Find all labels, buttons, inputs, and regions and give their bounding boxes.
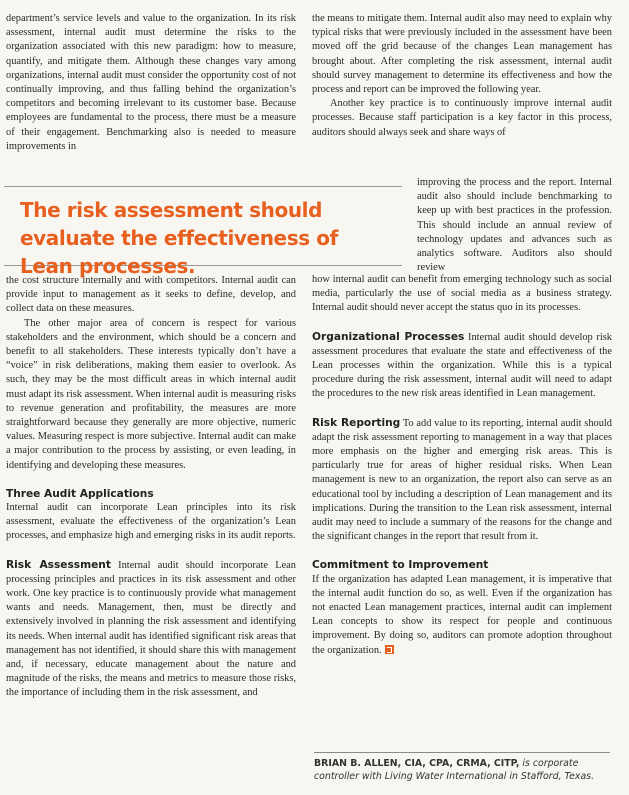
body-paragraph [312,330,612,402]
section-heading: Three Audit Applications [6,487,154,500]
body-paragraph [312,416,612,545]
body-paragraph: improving the process and the report. Internal audit also should include benchmarking to keep up with best practices in the profession. This should include an annual review of technology updates and advances such as analytics software. Auditors also should review [417,177,612,274]
body-paragraph: Internal audit can incorporate Lean principles into its risk assessment, evaluate the effectiveness of the organization’s Lean processes, and emphasize high and emerging risks in its audit reports. [6,502,296,542]
section-heading: Commitment to Improvement [312,559,489,572]
body-paragraph: Another key practice is to continuously improve internal audit processes. Because staff participation is a key factor in this process, auditors should always seek and share ways of [312,98,612,138]
body-paragraph: the cost structure internally and with competitors. Internal audit can provide input to management as it seeks to define, develop, and collect data on these measures. [6,275,296,315]
column-2-wrap [417,176,612,275]
paragraph-text: Internal audit should incorporate Lean processing principles and practices in its risk assessment and other work. One key practice is to continuously provide what management wants and needs. Management, then, must be directly and extensively involved in planning the risk assessment and identifying its needs. When internal audit has identified significant risk areas that management has not identified, it should share this with management and, if necessary, educate management about the nature and magnitude of the risks, the means and metrics to measure those risks, the importance of including them in the risk assessment, and [6,559,296,699]
author-name: BRIAN B. ALLEN, CIA, CPA, CRMA, CITP, [314,758,520,769]
body-paragraph: The other major area of concern is respect for various stakeholders and the environment, which should be a concern and benefit to all stakeholders. These interests typically don’t have a “voice” in risk deliberations, making them easier to overlook. As such, they may be the most difficult areas in which internal audit must adapt its risk assessment. When internal audit is measuring risks to revenue generation and profitability, the measures are more straightforward because they generally are more objective, numeric values. Measuring respect is more subjective. Internal audit can make a major contribution to the process by assisting, or even leading, in identifying and developing these measures. [6,317,296,471]
column-1-top [6,12,296,154]
paragraph-text: To add value to its reporting, internal audit should adapt the risk assessment reporting to management in a way that places more emphasis on the higher and emerging risk areas. This is particularly true for areas of higher residual risks. When Lean management is new to an organization, the report also can serve as an educational tool by including a description of Lean management and its implications. During the transition to the Lean risk assessment, internal audit may need to include a summary of the reasons for the change and the significant changes in the report that result from it. [312,417,612,543]
paragraph-text: If the organization has adapted Lean management, it is imperative that the internal audit function do so, as well. Even if the organization has not enacted Lean management practices, internal audit can implement Lean concepts to show its respect for people and continuous improvement. By doing so, auditors can promote adoption throughout the organization. [312,573,612,656]
body-paragraph [6,558,296,701]
run-in-heading: Organizational Processes [312,330,465,343]
author-description: is corporate controller with Living Water International in Stafford, Texas. [314,758,595,782]
body-paragraph [312,573,612,658]
run-in-heading: Risk Reporting [312,416,401,429]
body-paragraph: the means to mitigate them. Internal audit also may need to explain why typical risks that were previously included in the assessment have been moved off the grid because of the changes Lean management has brought about. After completing the risk assessment, internal audit should survey management to determine its effectiveness and how the process and report can be improved the following year. [312,13,612,96]
column-2-top [312,12,612,140]
pull-quote: The risk assessment should evaluate the effectiveness of Lean processes. [20,198,338,278]
end-mark-icon [385,645,394,654]
column-2-bottom [312,273,612,658]
body-paragraph: how internal audit can benefit from emerging technology such as social media, particularly the use of social media as a business strategy. Internal audit should never accept the status quo in its processes. [312,274,612,314]
author-divider [314,752,610,753]
column-1-bottom [6,274,296,701]
author-bio [314,757,610,783]
body-paragraph: department’s service levels and value to the organization. In its risk assessment, internal audit must determine the risks to the organization associated with this new paradigm: how to measure, quantify, and mitigate them. Although these changes vary among organizations, internal audit must consider the opportunity cost of not continually improving, and thus falling behind the organization’s competitors and becoming irrelevant to its customer base. Because employees are fundamental to the process, there must be a measure of their engagement. Benchmarking also is needed to measure improvements in [6,13,296,152]
paragraph-text: Internal audit should develop risk assessment procedures that evaluate the state and effectiveness of the Lean processes within the organization. While this is a typical procedure during the risk assessment, internal audit will need to adapt the procedures to the new risk areas identified in Lean management. [312,331,612,400]
run-in-heading: Risk Assessment [6,558,111,571]
